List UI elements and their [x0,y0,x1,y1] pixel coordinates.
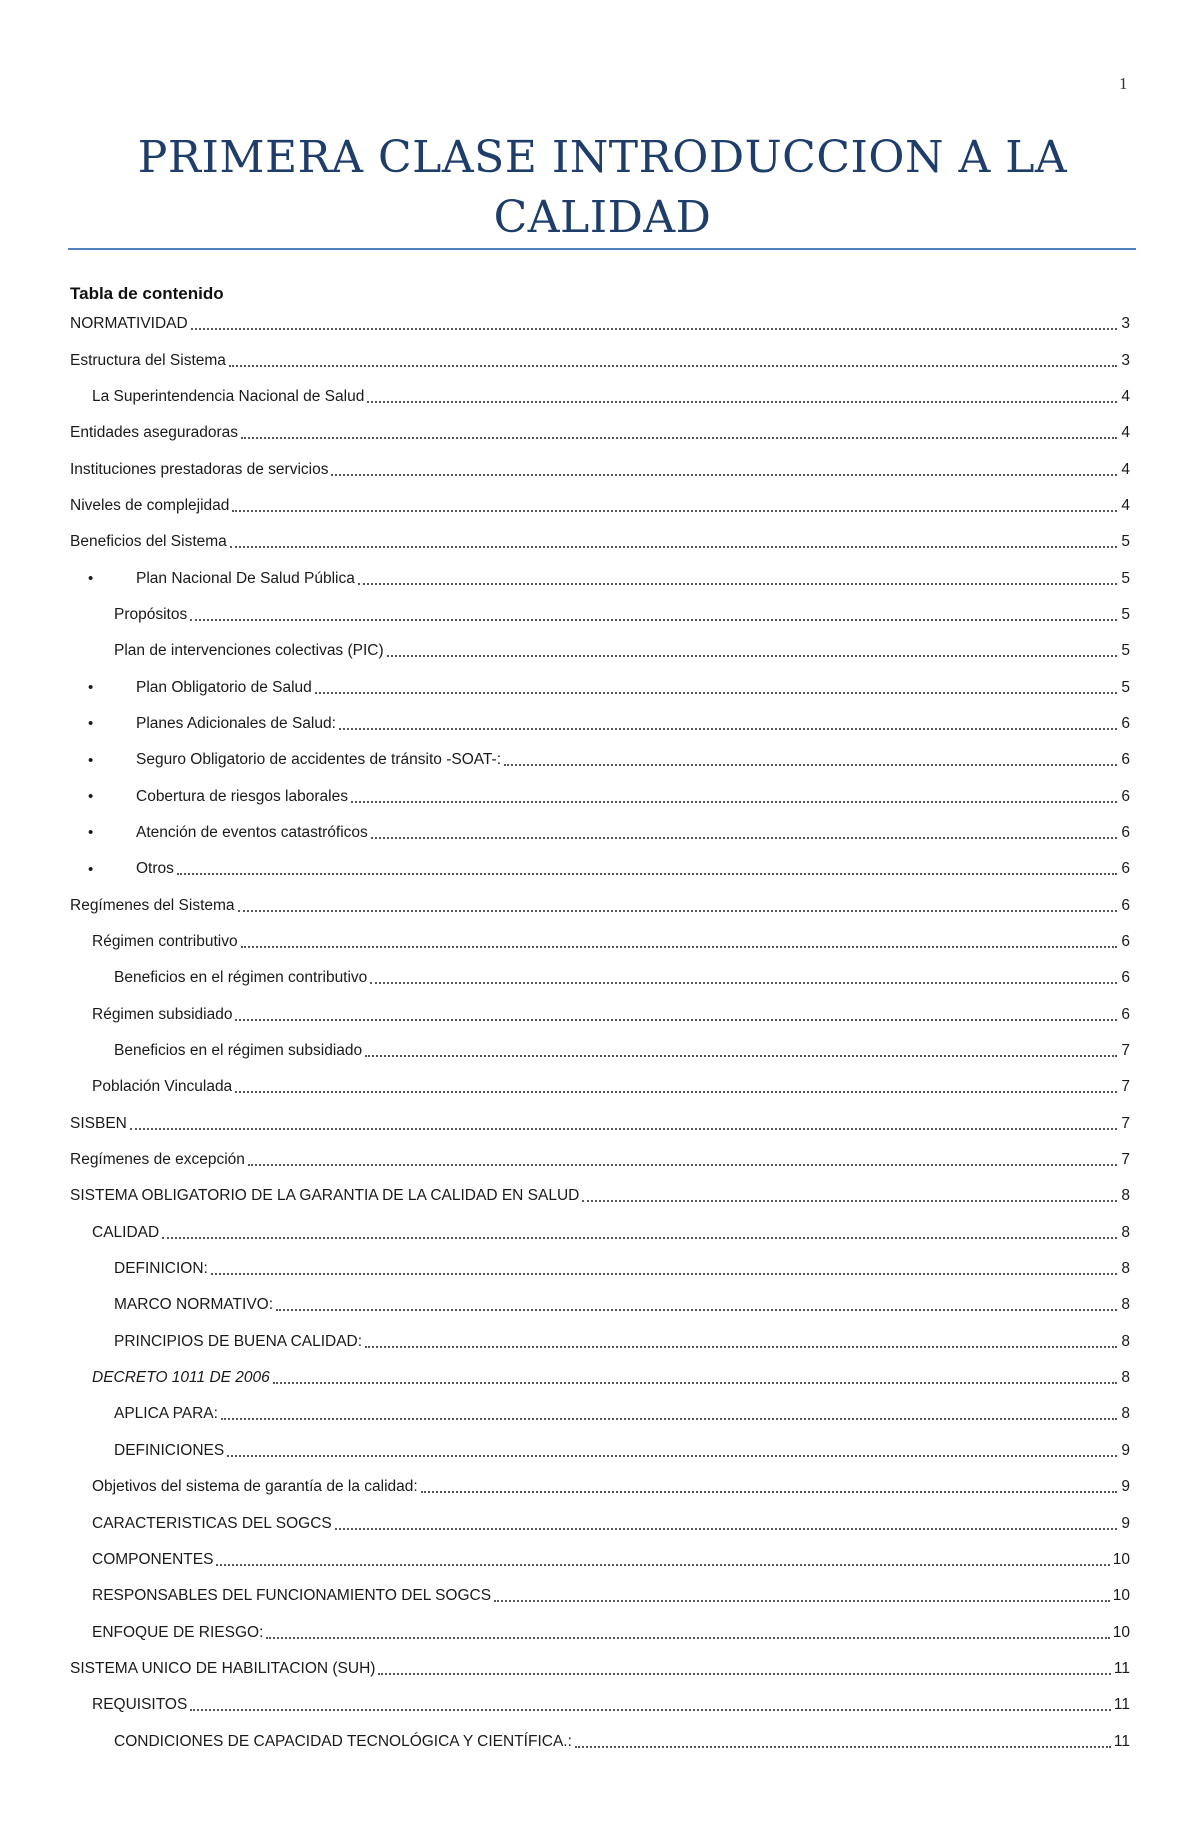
toc-entry-title: Régimen subsidiado [92,1005,233,1023]
toc-entry-page: 6 [1121,896,1130,914]
toc-entry[interactable] [70,1542,1130,1578]
dot-leader [582,1200,1117,1202]
toc-entry[interactable] [70,451,1130,487]
dot-leader [190,1709,1111,1711]
toc-entry[interactable] [70,597,1130,633]
toc-entry[interactable] [70,1433,1130,1469]
toc-entry-page: 4 [1121,387,1130,405]
toc-entry-title: Plan Obligatorio de Salud [136,678,312,696]
toc-entry-page: 10 [1112,1623,1130,1641]
toc-entry-title: DEFINICIONES [114,1441,225,1459]
dot-leader [339,728,1117,730]
dot-leader [238,910,1117,912]
toc-entry-page: 6 [1121,823,1130,841]
toc-entry[interactable] [70,1687,1130,1723]
toc-entry-title: SISTEMA UNICO DE HABILITACION (SUH) [70,1659,376,1677]
toc-entry-page: 5 [1121,605,1130,623]
toc-entry-title: Beneficios en el régimen contributivo [114,969,368,987]
toc-entry-title: Beneficios en el régimen subsidiado [114,1042,363,1060]
toc-entry-page: 6 [1121,787,1130,805]
toc-entry[interactable] [70,633,1130,669]
dot-leader [494,1600,1110,1602]
toc-entry-page: 4 [1121,496,1130,514]
toc-entry-title: ENFOQUE DE RIESGO: [92,1623,264,1641]
toc-entry-title: Instituciones prestadoras de servicios [70,460,329,478]
toc-entry-title: Propósitos [114,605,188,623]
toc-entry-page: 6 [1121,969,1130,987]
toc-entry[interactable] [70,1251,1130,1287]
toc-entry-page: 6 [1121,751,1130,769]
bullet-icon: • [88,788,94,806]
toc-entry-title: Regímenes de excepción [70,1151,245,1169]
toc-entry-title: Población Vinculada [92,1078,233,1096]
page-number: 1 [1119,74,1128,93]
toc-entry-title: Regímenes del Sistema [70,896,235,914]
toc-entry-page: 11 [1113,1659,1130,1677]
dot-leader [273,1382,1117,1384]
toc-entry[interactable] [70,1069,1130,1105]
toc-entry-title: REQUISITOS [92,1696,188,1714]
toc-entry-title: Beneficios del Sistema [70,533,227,551]
toc-entry[interactable] [70,1360,1130,1396]
toc-entry-page: 8 [1121,1332,1130,1350]
toc-entry-page: 11 [1113,1696,1130,1714]
dot-leader [266,1637,1109,1639]
toc-entry[interactable] [70,778,1130,814]
toc-entry-page: 10 [1112,1587,1130,1605]
toc-entry-page: 11 [1113,1732,1130,1750]
toc-entry-title: Entidades aseguradoras [70,424,239,442]
toc-entry[interactable] [70,742,1130,778]
toc-entry[interactable] [70,1614,1130,1650]
toc-entry-page: 8 [1121,1187,1130,1205]
toc-entry-title: PRINCIPIOS DE BUENA CALIDAD: [114,1332,363,1350]
toc-entry[interactable] [70,1651,1130,1687]
dot-leader [365,1055,1117,1057]
toc-entry[interactable] [70,1215,1130,1251]
dot-leader [315,692,1117,694]
toc-entry[interactable] [70,888,1130,924]
toc-entry[interactable] [70,524,1130,560]
dot-leader [227,1455,1117,1457]
toc-entry-title: DECRETO 1011 DE 2006 [92,1369,270,1387]
toc-entry-page: 9 [1121,1514,1130,1532]
toc-entry-title: Plan Nacional De Salud Pública [136,569,355,587]
toc-entry-page: 6 [1121,1005,1130,1023]
dot-leader [575,1746,1111,1748]
toc-entry-page: 5 [1121,533,1130,551]
toc-entry[interactable] [70,1469,1130,1505]
toc-entry[interactable] [70,960,1130,996]
toc-entry[interactable] [70,669,1130,705]
toc-entry-page: 3 [1121,351,1130,369]
dot-leader [365,1346,1117,1348]
toc-entry-page: 10 [1112,1550,1130,1568]
toc-entry[interactable] [70,1287,1130,1323]
toc-entry-page: 9 [1121,1441,1130,1459]
dot-leader [335,1528,1117,1530]
toc-entry-title: Objetivos del sistema de garantía de la calidad: [92,1478,418,1496]
dot-leader [241,437,1117,439]
toc-entry-title: Estructura del Sistema [70,351,226,369]
toc-entry-title: Seguro Obligatorio de accidentes de tránsito -SOAT-: [136,751,502,769]
dot-leader [211,1273,1117,1275]
toc-entry-page: 8 [1121,1296,1130,1314]
dot-leader [235,1091,1117,1093]
dot-leader [229,365,1117,367]
toc-entry-page: 5 [1121,642,1130,660]
toc-entry-page: 4 [1121,424,1130,442]
toc-entry-title: DEFINICION: [114,1260,208,1278]
dot-leader [230,546,1117,548]
toc-entry-page: 3 [1121,315,1130,333]
toc-entry-title: Cobertura de riesgos laborales [136,787,348,805]
dot-leader [358,583,1117,585]
toc-entry-page: 7 [1121,1114,1130,1132]
toc-entry[interactable] [70,1178,1130,1214]
toc-entry[interactable] [70,1505,1130,1541]
toc-entry-title: COMPONENTES [92,1550,214,1568]
toc-entry-title: APLICA PARA: [114,1405,218,1423]
toc-entry-title: Régimen contributivo [92,933,238,951]
toc-entry-page: 6 [1121,714,1130,732]
toc-entry-title: CALIDAD [92,1223,160,1241]
document-title: PRIMERA CLASE INTRODUCCION A LA CALIDAD [137,132,1068,243]
toc-entry[interactable] [70,706,1130,742]
dot-leader [504,764,1117,766]
toc-entry[interactable] [70,1396,1130,1432]
toc-entry[interactable] [70,997,1130,1033]
dot-leader [421,1491,1117,1493]
toc-entry[interactable] [70,1142,1130,1178]
dot-leader [177,873,1117,875]
dot-leader [216,1564,1109,1566]
toc-entry-title: Planes Adicionales de Salud: [136,714,336,732]
toc-entry-title: SISBEN [70,1114,127,1132]
toc-entry-page: 6 [1121,933,1130,951]
toc-entry-page: 8 [1121,1369,1130,1387]
toc-entry-title: NORMATIVIDAD [70,315,188,333]
toc-entry[interactable] [70,306,1130,342]
toc-entry-page: 8 [1121,1405,1130,1423]
toc-entry-title: La Superintendencia Nacional de Salud [92,387,365,405]
toc-entry[interactable] [70,488,1130,524]
toc-entry-page: 5 [1121,569,1130,587]
toc-entry-title: Plan de intervenciones colectivas (PIC) [114,642,384,660]
bullet-icon: • [88,715,94,733]
dot-leader [276,1309,1117,1311]
toc-entry[interactable] [70,1723,1130,1759]
toc-entry-page: 7 [1121,1042,1130,1060]
dot-leader [370,982,1117,984]
toc-entry-page: 9 [1121,1478,1130,1496]
toc-entry-page: 5 [1121,678,1130,696]
dot-leader [162,1237,1117,1239]
table-of-contents [70,306,1130,1760]
bullet-icon: • [88,570,94,588]
toc-entry-title: SISTEMA OBLIGATORIO DE LA GARANTIA DE LA CALIDAD EN SALUD [70,1187,580,1205]
bullet-icon: • [88,824,94,842]
toc-entry[interactable] [70,415,1130,451]
toc-entry[interactable] [70,1578,1130,1614]
toc-entry-page: 4 [1121,460,1130,478]
toc-entry-page: 8 [1121,1223,1130,1241]
bullet-icon: • [88,679,94,697]
toc-entry[interactable] [70,1033,1130,1069]
toc-entry[interactable] [70,342,1130,378]
dot-leader [371,837,1117,839]
toc-entry[interactable] [70,815,1130,851]
toc-entry[interactable] [70,924,1130,960]
dot-leader [248,1164,1117,1166]
dot-leader [190,619,1117,621]
toc-entry-title: CONDICIONES DE CAPACIDAD TECNOLÓGICA Y CIENTÍFICA.: [114,1732,572,1750]
toc-entry-title: RESPONSABLES DEL FUNCIONAMIENTO DEL SOGCS [92,1587,492,1605]
toc-entry-page: 7 [1121,1151,1130,1169]
toc-heading: Tabla de contenido [70,284,224,303]
toc-entry-title: Niveles de complejidad [70,496,230,514]
toc-entry-page: 8 [1121,1260,1130,1278]
dot-leader [130,1128,1117,1130]
dot-leader [221,1418,1117,1420]
toc-entry-title: Atención de eventos catastróficos [136,823,368,841]
toc-entry[interactable] [70,1106,1130,1142]
title-divider [68,248,1136,250]
toc-entry-title: Otros [136,860,174,878]
dot-leader [387,655,1117,657]
bullet-icon: • [88,751,94,769]
dot-leader [378,1673,1110,1675]
dot-leader [191,328,1117,330]
toc-entry-title: MARCO NORMATIVO: [114,1296,274,1314]
toc-entry[interactable] [70,379,1130,415]
bullet-icon: • [88,860,94,878]
dot-leader [351,801,1117,803]
dot-leader [241,946,1117,948]
dot-leader [331,474,1117,476]
dot-leader [367,401,1117,403]
toc-entry-title: CARACTERISTICAS DEL SOGCS [92,1514,332,1532]
toc-entry[interactable] [70,1324,1130,1360]
toc-entry-page: 7 [1121,1078,1130,1096]
toc-entry[interactable] [70,560,1130,596]
toc-entry-page: 6 [1121,860,1130,878]
toc-entry[interactable] [70,851,1130,887]
dot-leader [235,1019,1117,1021]
dot-leader [232,510,1117,512]
